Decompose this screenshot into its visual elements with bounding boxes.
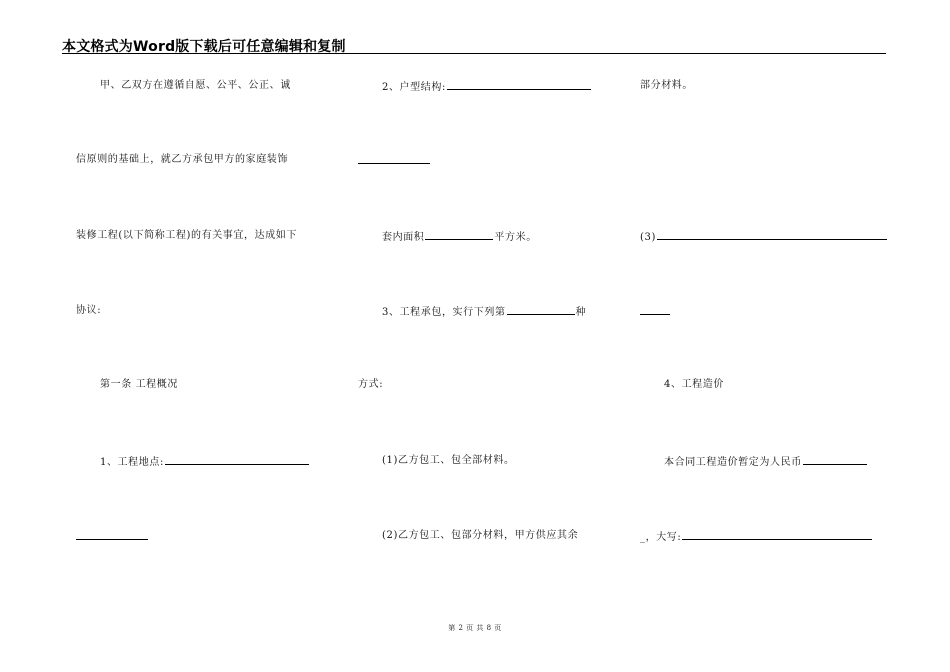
col1-line-4: 协议: [76,305,102,316]
price-in-words-blank [682,530,872,540]
layout-blank [447,80,591,90]
col2-line-4-label: 3、工程承包，实行下列第 [382,307,506,318]
contract-type-blank [507,305,575,315]
col2-line-1 [382,80,592,94]
col3-line-1: 部分材料。 [640,80,693,91]
col1-line-2: 信原则的基础上，就乙方承包甲方的家庭装饰 [76,154,288,165]
col3-line-7 [640,530,873,544]
page-header-title: 本文格式为Word版下载后可任意编辑和复制 [62,39,346,55]
page-number: 第 2 页 共 8 页 [448,624,502,632]
col1-line-1: 甲、乙双方在遵循自愿、公平、公正、诚 [100,80,291,91]
col1-line-3: 装修工程(以下简称工程)的有关事宜，达成如下 [76,230,298,241]
address-blank-continued [76,530,148,540]
price-blank [803,455,867,465]
col2-line-6: (1)乙方包工、包全部材料。 [382,455,515,466]
col2-line-2 [358,154,430,168]
col2-line-5: 方式: [358,379,384,390]
col2-line-4 [382,305,586,319]
col1-line-5: 第一条 工程概况 [100,379,178,390]
col1-line-6-label: 1、工程地点: [100,457,164,468]
layout-blank-continued [358,154,430,164]
col2-line-7: (2)乙方包工、包部分材料，甲方供应其余 [382,530,579,541]
col3-line-5: 4、工程造价 [664,379,724,390]
col3-line-3 [640,230,888,244]
col1-line-6 [100,455,310,469]
option-3-blank-continued [640,305,670,315]
header-divider [62,53,886,54]
option-3-blank [657,230,887,240]
col2-line-4-suffix: 种 [575,307,587,318]
address-blank [165,455,309,465]
col3-line-3-label: (3) [640,232,656,243]
col3-line-4 [640,305,670,319]
col1-line-7 [76,530,148,544]
col3-line-6 [664,455,868,469]
col2-line-3-unit: 平方米。 [494,232,537,243]
col2-line-1-label: 2、户型结构: [382,82,446,93]
col3-line-7-label: _，大写: [640,532,682,543]
area-blank [425,230,493,240]
col2-line-3-label: 套内面积 [382,232,425,243]
col3-line-6-label: 本合同工程造价暂定为人民币 [664,457,802,468]
col2-line-3 [382,230,537,244]
